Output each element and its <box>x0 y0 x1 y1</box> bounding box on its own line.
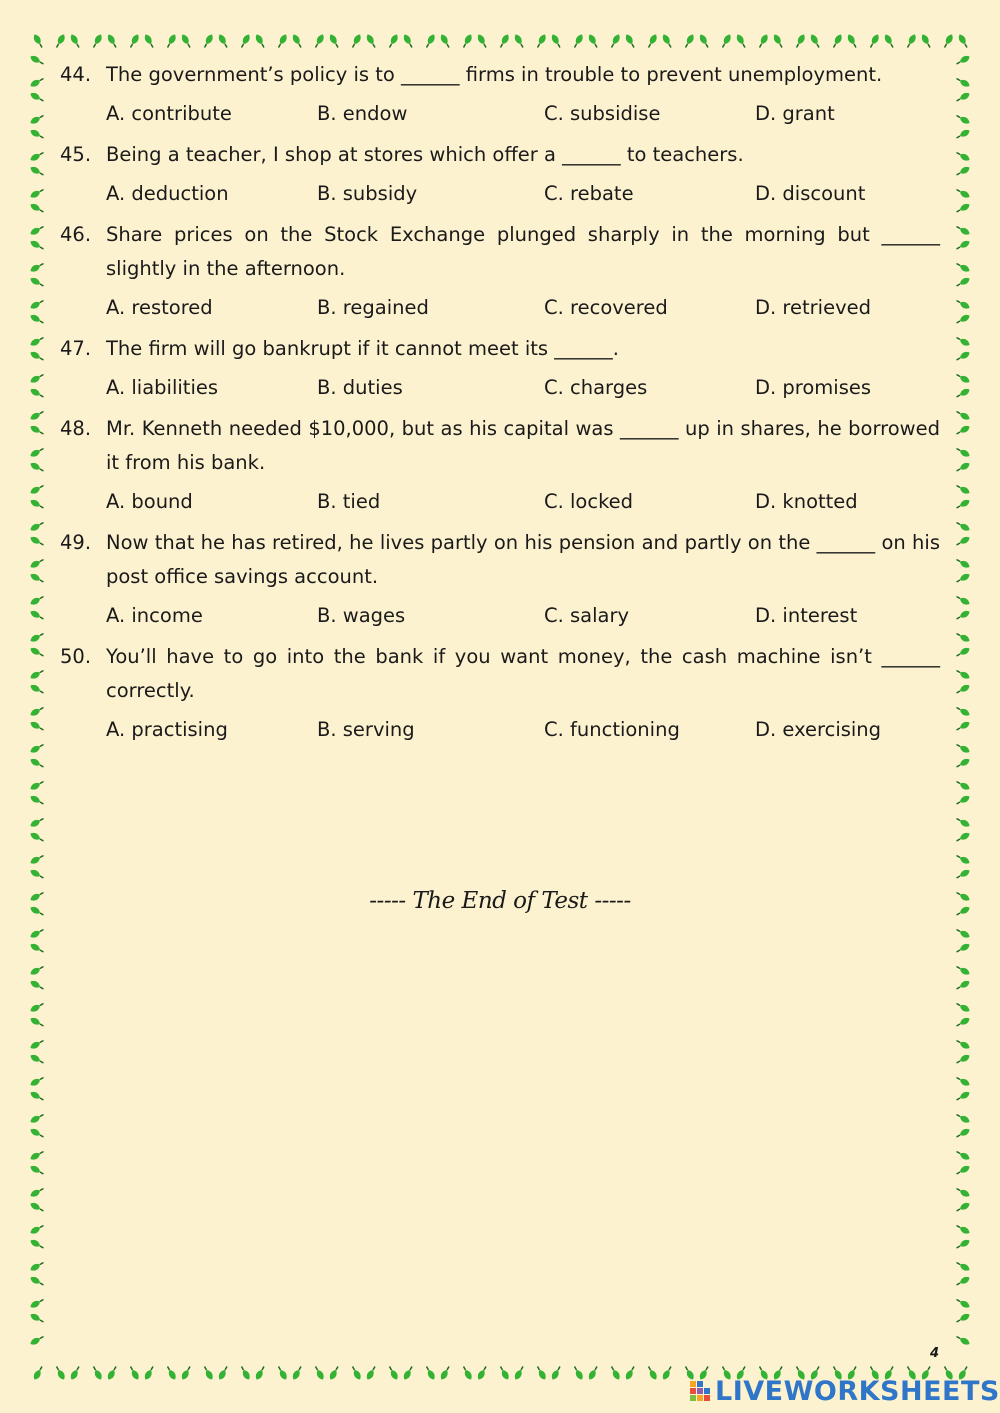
border-leaf <box>29 1016 45 1029</box>
option-c[interactable]: C. charges <box>544 376 648 399</box>
border-leaf <box>955 705 971 718</box>
border-leaf <box>498 1365 511 1381</box>
border-leaf <box>350 1365 363 1381</box>
border-leaf <box>955 150 971 163</box>
border-leaf <box>239 33 252 49</box>
border-leaf <box>955 461 971 474</box>
border-leaf <box>29 202 45 215</box>
border-leaf <box>955 1275 971 1288</box>
option-b[interactable]: B. regained <box>317 296 429 319</box>
border-leaf <box>29 1223 45 1236</box>
border-leaf <box>29 298 45 311</box>
border-leaf <box>291 1365 304 1381</box>
question-48 <box>60 412 940 519</box>
option-a[interactable]: A. contribute <box>106 102 232 125</box>
border-leaf <box>498 33 511 49</box>
border-leaf <box>955 224 971 237</box>
border-leaf <box>955 424 971 437</box>
border-leaf <box>955 165 971 178</box>
border-leaf <box>955 668 971 681</box>
border-leaf <box>276 1365 289 1381</box>
question-45 <box>60 138 940 211</box>
answer-options <box>106 485 940 519</box>
question-text: Being a teacher, I shop at stores which offer a ______ to teachers. <box>106 143 744 166</box>
option-c[interactable]: C. recovered <box>544 296 668 319</box>
border-leaf <box>29 757 45 770</box>
border-leaf <box>29 409 45 422</box>
border-leaf <box>624 33 637 49</box>
border-leaf <box>106 1365 119 1381</box>
border-leaf <box>29 631 45 644</box>
border-leaf <box>955 1164 971 1177</box>
border-leaf <box>955 1201 971 1214</box>
option-d[interactable]: D. interest <box>755 604 858 627</box>
border-leaf <box>698 33 711 49</box>
question-44 <box>60 58 940 131</box>
border-leaf <box>291 33 304 49</box>
border-leaf <box>29 239 45 252</box>
border-leaf <box>217 1365 230 1381</box>
border-leaf <box>955 1186 971 1199</box>
border-leaf <box>955 276 971 289</box>
border-leaf <box>955 831 971 844</box>
border-leaf <box>461 1365 474 1381</box>
question-list <box>60 58 940 754</box>
border-leaf <box>439 1365 452 1381</box>
border-leaf <box>128 1365 141 1381</box>
border-leaf <box>646 33 659 49</box>
border-leaf <box>424 1365 437 1381</box>
border-leaf <box>29 942 45 955</box>
border-leaf <box>955 720 971 733</box>
answer-options <box>106 371 940 405</box>
option-a[interactable]: A. deduction <box>106 182 229 205</box>
border-leaf <box>29 720 45 733</box>
border-leaf <box>683 33 696 49</box>
border-leaf <box>535 33 548 49</box>
question-49 <box>60 526 940 633</box>
border-leaf <box>313 1365 326 1381</box>
border-leaf <box>313 33 326 49</box>
border-leaf <box>955 1001 971 1014</box>
option-c[interactable]: C. salary <box>544 604 630 627</box>
border-leaf <box>955 261 971 274</box>
border-leaf <box>955 779 971 792</box>
border-leaf <box>29 868 45 881</box>
border-leaf <box>180 1365 193 1381</box>
border-leaf <box>831 33 844 49</box>
border-leaf <box>29 350 45 363</box>
option-d[interactable]: D. discount <box>755 182 866 205</box>
border-leaf <box>955 498 971 511</box>
border-leaf <box>106 33 119 49</box>
question-text: The firm will go bankrupt if it cannot meet its ______. <box>106 337 619 360</box>
border-leaf <box>955 1297 971 1310</box>
border-leaf <box>955 239 971 252</box>
border-leaf <box>955 631 971 644</box>
border-leaf <box>955 557 971 570</box>
question-number: 49. <box>60 531 92 554</box>
border-leaf <box>955 313 971 326</box>
border-leaf <box>29 1149 45 1162</box>
option-d[interactable]: D. exercising <box>755 718 882 741</box>
border-leaf <box>350 33 363 49</box>
border-leaf <box>955 128 971 141</box>
border-leaf <box>955 683 971 696</box>
border-leaf <box>955 483 971 496</box>
border-leaf <box>143 1365 156 1381</box>
border-leaf <box>955 816 971 829</box>
border-leaf <box>757 33 770 49</box>
border-leaf <box>955 298 971 311</box>
border-leaf <box>29 1186 45 1199</box>
border-leaf <box>365 33 378 49</box>
question-number: 45. <box>60 143 92 166</box>
border-leaf <box>476 33 489 49</box>
answer-options <box>106 291 940 325</box>
border-leaf <box>661 33 674 49</box>
border-leaf <box>920 33 933 49</box>
border-leaf <box>955 113 971 126</box>
border-leaf <box>128 33 141 49</box>
border-leaf <box>29 646 45 659</box>
border-leaf <box>29 979 45 992</box>
border-leaf <box>609 1365 622 1381</box>
border-leaf <box>29 594 45 607</box>
border-leaf <box>29 313 45 326</box>
border-leaf <box>720 33 733 49</box>
border-leaf <box>29 113 45 126</box>
border-leaf <box>32 1365 45 1381</box>
border-leaf <box>29 816 45 829</box>
border-leaf <box>165 33 178 49</box>
border-leaf <box>29 150 45 163</box>
question-number: 48. <box>60 417 92 440</box>
border-leaf <box>955 54 971 67</box>
border-leaf <box>29 54 45 67</box>
border-leaf <box>29 609 45 622</box>
border-leaf <box>29 964 45 977</box>
border-leaf <box>29 165 45 178</box>
border-leaf <box>254 1365 267 1381</box>
border-leaf <box>955 742 971 755</box>
border-leaf <box>328 1365 341 1381</box>
border-leaf <box>955 535 971 548</box>
border-leaf <box>572 33 585 49</box>
border-leaf <box>29 1260 45 1273</box>
border-leaf <box>328 33 341 49</box>
question-number: 50. <box>60 645 92 668</box>
border-leaf <box>955 1038 971 1051</box>
border-leaf <box>29 535 45 548</box>
border-leaf <box>905 33 918 49</box>
border-leaf <box>550 33 563 49</box>
option-c[interactable]: C. subsidise <box>544 102 661 125</box>
liveworksheets-logo[interactable] <box>690 1374 1000 1408</box>
border-leaf <box>29 742 45 755</box>
border-leaf <box>955 335 971 348</box>
border-leaf <box>868 33 881 49</box>
border-leaf <box>609 33 622 49</box>
border-leaf <box>387 33 400 49</box>
border-leaf <box>217 33 230 49</box>
border-leaf <box>955 387 971 400</box>
border-leaf <box>955 1053 971 1066</box>
border-leaf <box>91 1365 104 1381</box>
border-leaf <box>29 1275 45 1288</box>
border-leaf <box>513 1365 526 1381</box>
option-b[interactable]: B. subsidy <box>317 182 418 205</box>
border-leaf <box>29 1164 45 1177</box>
border-leaf <box>239 1365 252 1381</box>
border-leaf <box>387 1365 400 1381</box>
border-leaf <box>476 1365 489 1381</box>
border-leaf <box>955 1149 971 1162</box>
border-leaf <box>54 1365 67 1381</box>
border-leaf <box>513 33 526 49</box>
border-leaf <box>29 705 45 718</box>
end-of-test-label: ----- The End of Test ----- <box>369 888 631 914</box>
border-leaf <box>955 520 971 533</box>
border-leaf <box>29 668 45 681</box>
border-leaf <box>955 572 971 585</box>
option-d[interactable]: D. knotted <box>755 490 858 513</box>
border-leaf <box>29 1312 45 1325</box>
border-leaf <box>587 33 600 49</box>
border-leaf <box>29 1297 45 1310</box>
border-leaf <box>809 33 822 49</box>
border-leaf <box>794 33 807 49</box>
question-number: 46. <box>60 223 92 246</box>
answer-options <box>106 599 940 633</box>
border-leaf <box>955 1075 971 1088</box>
option-c[interactable]: C. locked <box>544 490 634 513</box>
option-b[interactable]: B. serving <box>317 718 415 741</box>
page-number: 4 <box>930 1346 940 1361</box>
border-leaf <box>955 964 971 977</box>
border-leaf <box>955 942 971 955</box>
border-leaf <box>955 853 971 866</box>
border-leaf <box>955 927 971 940</box>
border-leaf <box>955 1112 971 1125</box>
border-leaf <box>624 1365 637 1381</box>
border-leaf <box>955 76 971 89</box>
border-leaf <box>572 1365 585 1381</box>
border-leaf <box>29 446 45 459</box>
border-leaf <box>69 33 82 49</box>
border-leaf <box>29 187 45 200</box>
option-b[interactable]: B. tied <box>317 490 381 513</box>
border-leaf <box>29 1038 45 1051</box>
border-leaf <box>29 520 45 533</box>
border-leaf <box>69 1365 82 1381</box>
border-leaf <box>29 128 45 141</box>
border-leaf <box>202 1365 215 1381</box>
border-leaf <box>29 683 45 696</box>
option-c[interactable]: C. rebate <box>544 182 634 205</box>
border-leaf <box>29 498 45 511</box>
border-leaf <box>955 646 971 659</box>
border-leaf <box>29 483 45 496</box>
border-leaf <box>550 1365 563 1381</box>
border-leaf <box>955 979 971 992</box>
border-leaf <box>29 557 45 570</box>
border-leaf <box>955 91 971 104</box>
border-leaf <box>955 1312 971 1325</box>
question-text: You’ll have to go into the bank if you want money, the cash machine isn’t ______ correctly. <box>106 645 940 702</box>
border-leaf <box>54 33 67 49</box>
option-a[interactable]: A. liabilities <box>106 376 219 399</box>
border-leaf <box>587 1365 600 1381</box>
question-46 <box>60 218 940 325</box>
border-leaf <box>29 1201 45 1214</box>
question-number: 44. <box>60 63 92 86</box>
border-leaf <box>955 757 971 770</box>
border-leaf <box>276 33 289 49</box>
border-leaf <box>535 1365 548 1381</box>
border-leaf <box>439 33 452 49</box>
border-leaf <box>29 276 45 289</box>
border-leaf <box>29 1238 45 1251</box>
border-leaf <box>29 1053 45 1066</box>
border-leaf <box>29 794 45 807</box>
question-text: Now that he has retired, he lives partly on his pension and partly on the ______ on his post office savings account. <box>106 531 940 588</box>
border-leaf <box>646 1365 659 1381</box>
border-leaf <box>955 1016 971 1029</box>
liveworksheets-logo-icon <box>690 1378 712 1404</box>
border-leaf <box>955 1090 971 1103</box>
border-leaf <box>29 372 45 385</box>
border-leaf <box>202 33 215 49</box>
border-leaf <box>955 372 971 385</box>
border-leaf <box>955 594 971 607</box>
border-leaf <box>254 33 267 49</box>
option-b[interactable]: B. duties <box>317 376 403 399</box>
border-leaf <box>955 409 971 422</box>
option-a[interactable]: A. restored <box>106 296 213 319</box>
border-leaf <box>29 335 45 348</box>
border-leaf <box>29 461 45 474</box>
border-leaf <box>29 261 45 274</box>
option-c[interactable]: C. functioning <box>544 718 680 741</box>
border-leaf <box>955 609 971 622</box>
option-a[interactable]: A. bound <box>106 490 193 513</box>
border-leaf <box>143 33 156 49</box>
border-leaf <box>29 1090 45 1103</box>
question-text: Mr. Kenneth needed $10,000, but as his capital was ______ up in shares, he borrowed it from his bank. <box>106 417 940 474</box>
question-50 <box>60 640 940 747</box>
option-b[interactable]: B. wages <box>317 604 406 627</box>
border-leaf <box>955 1127 971 1140</box>
border-leaf <box>29 1001 45 1014</box>
border-leaf <box>846 33 859 49</box>
border-leaf <box>402 33 415 49</box>
border-leaf <box>29 831 45 844</box>
answer-options <box>106 713 940 747</box>
border-leaf <box>955 1238 971 1251</box>
border-leaf <box>29 779 45 792</box>
border-leaf <box>424 33 437 49</box>
border-leaf <box>29 1127 45 1140</box>
border-leaf <box>661 1365 674 1381</box>
border-leaf <box>735 33 748 49</box>
question-47 <box>60 332 940 405</box>
option-d[interactable]: D. retrieved <box>755 296 871 319</box>
border-leaf <box>29 853 45 866</box>
question-text: Share prices on the Stock Exchange plunged sharply in the morning but ______ slightly in the afternoon. <box>106 223 940 280</box>
border-leaf <box>91 33 104 49</box>
border-leaf <box>955 868 971 881</box>
border-leaf <box>29 1075 45 1088</box>
border-leaf <box>29 424 45 437</box>
answer-options <box>106 177 940 211</box>
option-a[interactable]: A. practising <box>106 718 228 741</box>
border-leaf <box>180 33 193 49</box>
border-leaf <box>955 350 971 363</box>
answer-options <box>106 97 940 131</box>
border-leaf <box>29 91 45 104</box>
border-leaf <box>29 1112 45 1125</box>
border-leaf <box>883 33 896 49</box>
border-leaf <box>402 1365 415 1381</box>
border-leaf <box>29 1334 45 1347</box>
border-leaf <box>955 1223 971 1236</box>
border-leaf <box>955 202 971 215</box>
border-leaf <box>461 33 474 49</box>
question-number: 47. <box>60 337 92 360</box>
border-leaf <box>165 1365 178 1381</box>
border-leaf <box>955 446 971 459</box>
option-a[interactable]: A. income <box>106 604 203 627</box>
question-text: The government’s policy is to ______ firms in trouble to prevent unemployment. <box>106 63 883 86</box>
border-leaf <box>955 187 971 200</box>
border-leaf <box>29 927 45 940</box>
border-leaf <box>772 33 785 49</box>
border-leaf <box>29 224 45 237</box>
border-leaf <box>955 794 971 807</box>
border-leaf <box>365 1365 378 1381</box>
border-leaf <box>942 33 955 49</box>
border-leaf <box>32 33 45 49</box>
border-leaf <box>955 1260 971 1273</box>
option-d[interactable]: D. grant <box>755 102 835 125</box>
border-leaf <box>29 572 45 585</box>
border-leaf <box>957 33 970 49</box>
liveworksheets-logo-text: LIVEWORKSHEETS <box>715 1375 1000 1407</box>
option-d[interactable]: D. promises <box>755 376 872 399</box>
border-leaf <box>29 387 45 400</box>
option-b[interactable]: B. endow <box>317 102 408 125</box>
border-leaf <box>29 76 45 89</box>
border-leaf <box>955 1334 971 1347</box>
